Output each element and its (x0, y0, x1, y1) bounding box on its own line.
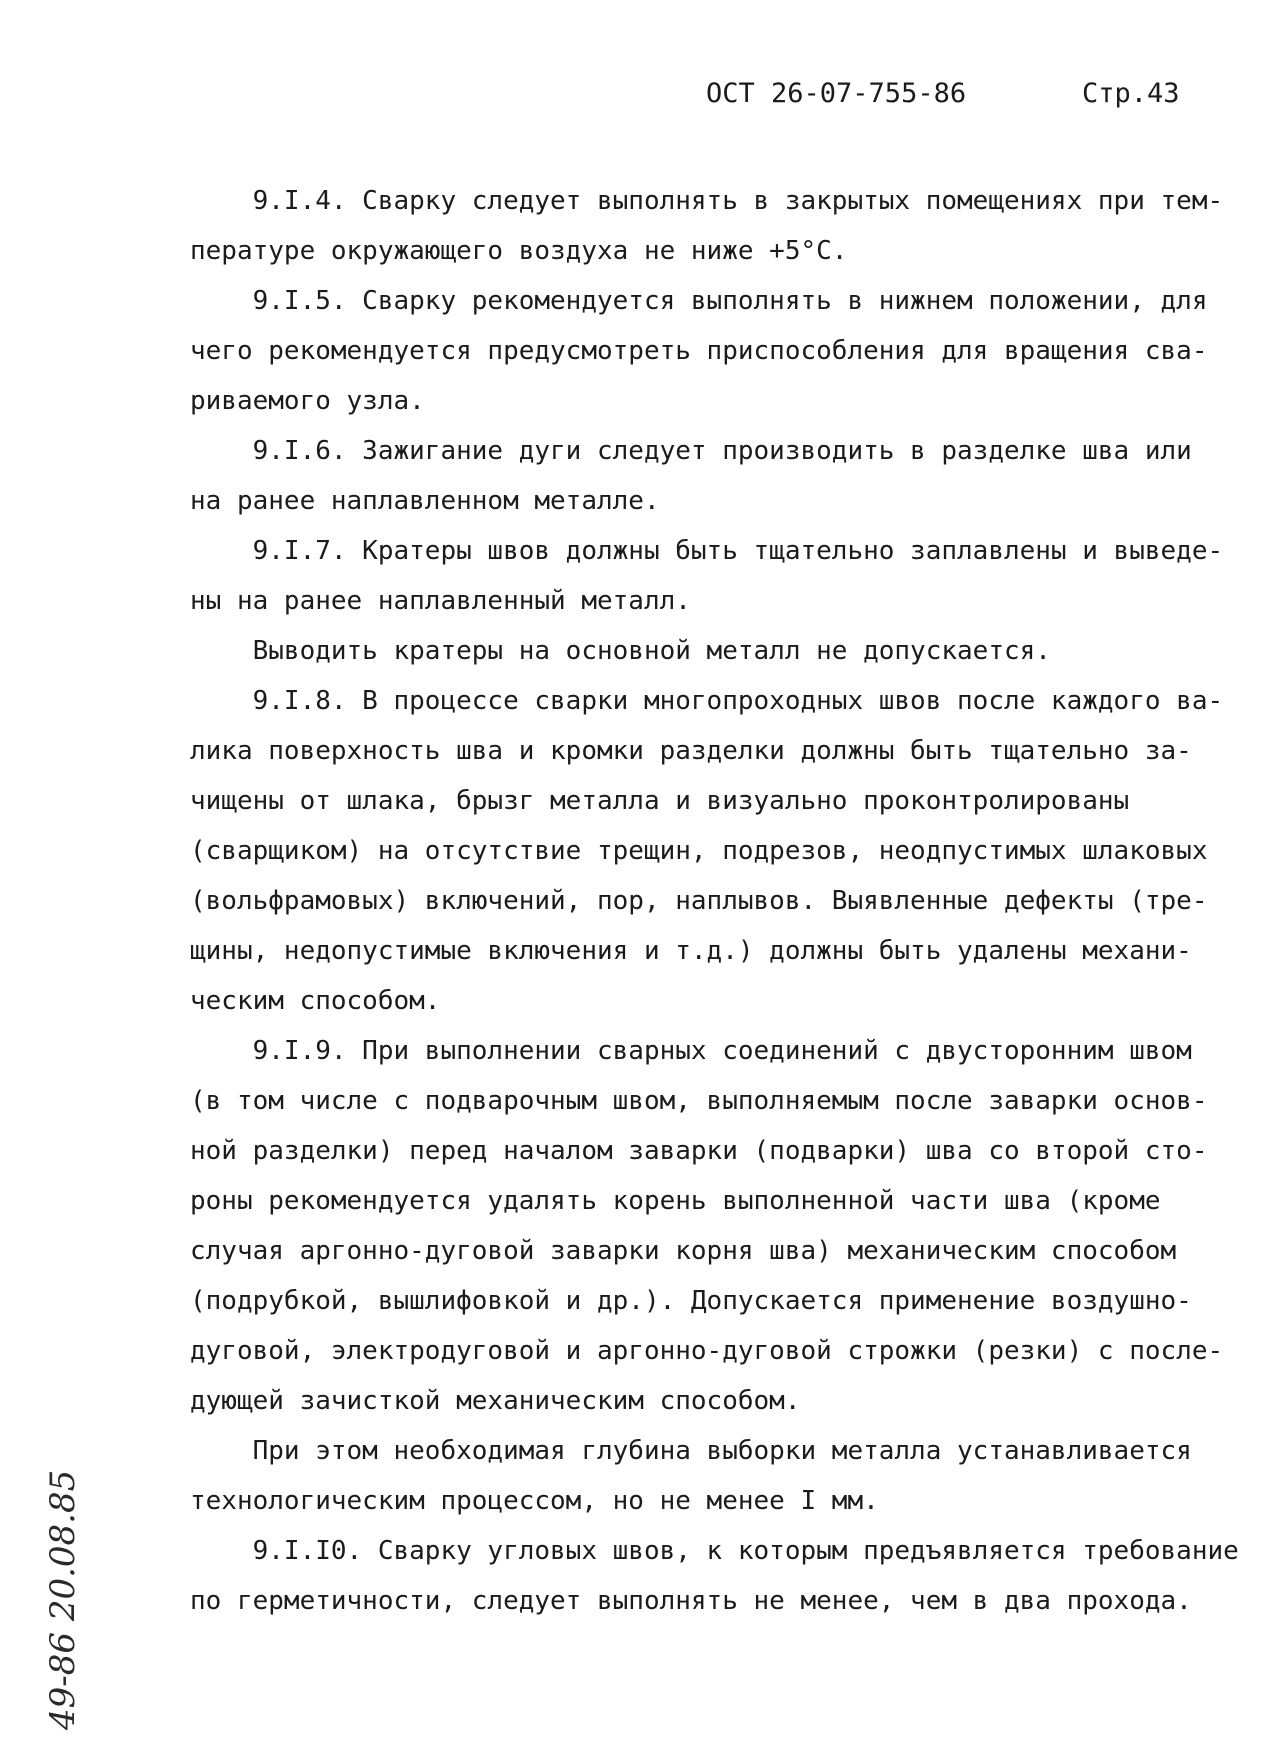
text-line: дуговой, электродуговой и аргонно-дуговой строжки (резки) с после- (190, 1336, 1224, 1366)
text-line: ной разделки) перед началом заварки (подварки) шва со второй сто- (190, 1136, 1208, 1166)
text-line: технологическим процессом, но не менее I мм. (190, 1486, 879, 1516)
text-line: 9.I.6. Зажигание дуги следует производить в разделке шва или (190, 436, 1192, 466)
text-line: (вольфрамовых) включений, пор, наплывов. Выявленные дефекты (тре- (190, 886, 1208, 916)
margin-note-text: 49-86 20.08.85 (43, 1469, 83, 1730)
text-line: ческим способом. (190, 986, 441, 1016)
text-line: (сварщиком) на отсутствие трещин, подрезов, неодпустимых шлаковых (190, 836, 1208, 866)
text-line: (в том числе с подварочным швом, выполняемым после заварки основ- (190, 1086, 1208, 1116)
text-line: 9.I.9. При выполнении сварных соединений с двусторонним швом (190, 1036, 1192, 1066)
text-line: 9.I.7. Кратеры швов должны быть тщательно заплавлены и выведе- (190, 536, 1224, 566)
text-line: Выводить кратеры на основной металл не допускается. (190, 636, 1051, 666)
handwritten-margin-note (34, 1400, 90, 1740)
text-line: 9.I.8. В процессе сварки многопроходных швов после каждого ва- (190, 686, 1224, 716)
text-line: пературе окружающего воздуха не ниже +5°С. (190, 236, 848, 266)
text-line: риваемого узла. (190, 386, 425, 416)
text-line: роны рекомендуется удалять корень выполненной части шва (кроме (190, 1186, 1161, 1216)
text-line: чищены от шлака, брызг металла и визуально проконтролированы (190, 786, 1130, 816)
text-line: по герметичности, следует выполнять не менее, чем в два прохода. (190, 1586, 1192, 1616)
text-line: ны на ранее наплавленный металл. (190, 586, 691, 616)
page-header (0, 78, 1282, 118)
text-line: 9.I.I0. Сварку угловых швов, к которым предъявляется требование (190, 1536, 1239, 1566)
page-number: Стр.43 (1082, 78, 1180, 109)
text-line: щины, недопустимые включения и т.д.) должны быть удалены механи- (190, 936, 1192, 966)
text-line: лика поверхность шва и кромки разделки должны быть тщательно за- (190, 736, 1192, 766)
text-line: дующей зачисткой механическим способом. (190, 1386, 801, 1416)
text-line: 9.I.4. Сварку следует выполнять в закрытых помещениях при тем- (190, 186, 1224, 216)
document-code: ОСТ 26-07-755-86 (706, 78, 967, 109)
text-line: на ранее наплавленном металле. (190, 486, 660, 516)
text-line: чего рекомендуется предусмотреть приспособления для вращения сва- (190, 336, 1208, 366)
text-line: 9.I.5. Сварку рекомендуется выполнять в нижнем положении, для (190, 286, 1208, 316)
text-line: При этом необходимая глубина выборки металла устанавливается (190, 1436, 1192, 1466)
text-line: случая аргонно-дуговой заварки корня шва) механическим способом (190, 1236, 1177, 1266)
text-line: (подрубкой, вышлифовкой и др.). Допускается применение воздушно- (190, 1286, 1192, 1316)
document-body (190, 176, 1239, 1626)
